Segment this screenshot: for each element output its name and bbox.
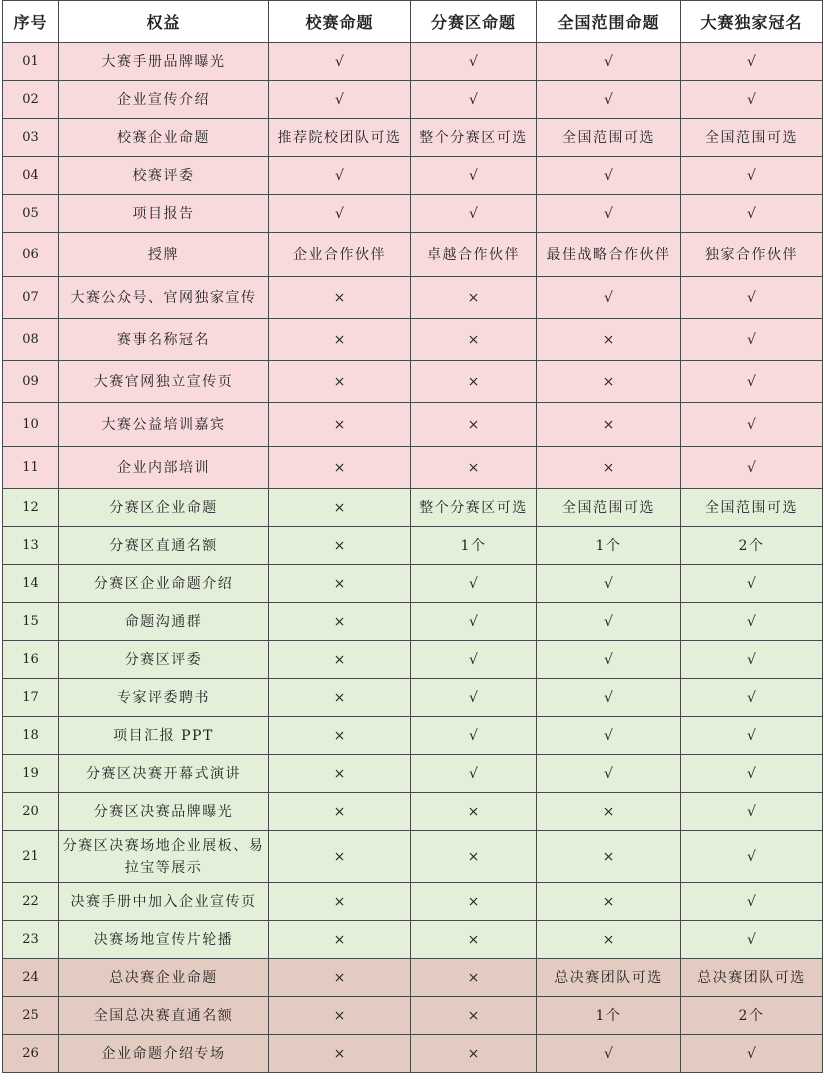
school-value: ×	[269, 959, 411, 997]
school-value: ×	[269, 319, 411, 361]
region-value: ×	[411, 361, 537, 403]
national-value: 全国范围可选	[537, 119, 681, 157]
benefit-name: 大赛公众号、官网独家宣传	[59, 277, 269, 319]
school-value: ×	[269, 527, 411, 565]
region-value: ×	[411, 959, 537, 997]
benefit-name: 决赛场地宣传片轮播	[59, 921, 269, 959]
benefit-name: 校赛企业命题	[59, 119, 269, 157]
benefit-name: 分赛区评委	[59, 641, 269, 679]
table-row	[3, 831, 823, 883]
region-value: √	[411, 81, 537, 119]
row-number: 17	[3, 679, 59, 717]
exclusive-value: √	[681, 717, 823, 755]
school-value: ×	[269, 883, 411, 921]
region-value: 卓越合作伙伴	[411, 233, 537, 277]
national-value: ×	[537, 319, 681, 361]
table-row	[3, 403, 823, 447]
row-number: 06	[3, 233, 59, 277]
table-row	[3, 565, 823, 603]
national-value: √	[537, 277, 681, 319]
national-value: ×	[537, 921, 681, 959]
benefit-name: 决赛手册中加入企业宣传页	[59, 883, 269, 921]
exclusive-value: 全国范围可选	[681, 119, 823, 157]
benefit-name: 校赛评委	[59, 157, 269, 195]
school-value: ×	[269, 565, 411, 603]
row-number: 02	[3, 81, 59, 119]
table-row	[3, 233, 823, 277]
row-number: 12	[3, 489, 59, 527]
school-value: ×	[269, 755, 411, 793]
table-body	[3, 43, 823, 1073]
benefit-name: 分赛区企业命题	[59, 489, 269, 527]
row-number: 05	[3, 195, 59, 233]
school-value: ×	[269, 277, 411, 319]
row-number: 22	[3, 883, 59, 921]
region-value: √	[411, 679, 537, 717]
school-value: ×	[269, 793, 411, 831]
table-row	[3, 959, 823, 997]
national-value: √	[537, 43, 681, 81]
benefit-name: 大赛官网独立宣传页	[59, 361, 269, 403]
national-value: ×	[537, 793, 681, 831]
exclusive-value: √	[681, 277, 823, 319]
national-value: √	[537, 195, 681, 233]
table-row	[3, 883, 823, 921]
national-value: ×	[537, 447, 681, 489]
row-number: 09	[3, 361, 59, 403]
national-value: 1个	[537, 997, 681, 1035]
region-value: ×	[411, 831, 537, 883]
table-row	[3, 447, 823, 489]
national-value: √	[537, 157, 681, 195]
benefit-name: 大赛手册品牌曝光	[59, 43, 269, 81]
national-value: 全国范围可选	[537, 489, 681, 527]
exclusive-value: √	[681, 565, 823, 603]
national-value: √	[537, 565, 681, 603]
row-number: 23	[3, 921, 59, 959]
row-number: 15	[3, 603, 59, 641]
national-value: ×	[537, 403, 681, 447]
school-value: ×	[269, 641, 411, 679]
table-row	[3, 997, 823, 1035]
region-value: ×	[411, 277, 537, 319]
region-value: √	[411, 43, 537, 81]
row-number: 07	[3, 277, 59, 319]
table-row	[3, 157, 823, 195]
region-value: 1个	[411, 527, 537, 565]
region-value: ×	[411, 1035, 537, 1073]
region-value: ×	[411, 319, 537, 361]
row-number: 14	[3, 565, 59, 603]
table-row	[3, 277, 823, 319]
benefit-name: 企业宣传介绍	[59, 81, 269, 119]
table-row	[3, 717, 823, 755]
benefit-name: 项目汇报 PPT	[59, 717, 269, 755]
benefit-name: 项目报告	[59, 195, 269, 233]
row-number: 04	[3, 157, 59, 195]
region-value: √	[411, 755, 537, 793]
region-value: 整个分赛区可选	[411, 489, 537, 527]
row-number: 13	[3, 527, 59, 565]
exclusive-value: √	[681, 603, 823, 641]
exclusive-value: 全国范围可选	[681, 489, 823, 527]
table-row	[3, 361, 823, 403]
benefit-name: 全国总决赛直通名额	[59, 997, 269, 1035]
region-value: √	[411, 195, 537, 233]
region-value: ×	[411, 883, 537, 921]
header-benefit: 权益	[59, 1, 269, 43]
row-number: 16	[3, 641, 59, 679]
exclusive-value: √	[681, 403, 823, 447]
exclusive-value: √	[681, 1035, 823, 1073]
benefit-name: 大赛公益培训嘉宾	[59, 403, 269, 447]
table-row	[3, 641, 823, 679]
table-row	[3, 603, 823, 641]
table-row	[3, 679, 823, 717]
row-number: 21	[3, 831, 59, 883]
region-value: ×	[411, 793, 537, 831]
table-row	[3, 921, 823, 959]
benefit-name: 授牌	[59, 233, 269, 277]
row-number: 25	[3, 997, 59, 1035]
header-exclusive: 大赛独家冠名	[681, 1, 823, 43]
header-region: 分赛区命题	[411, 1, 537, 43]
school-value: √	[269, 195, 411, 233]
national-value: ×	[537, 831, 681, 883]
table-row	[3, 1035, 823, 1073]
national-value: √	[537, 81, 681, 119]
exclusive-value: √	[681, 755, 823, 793]
exclusive-value: √	[681, 447, 823, 489]
benefit-name: 企业内部培训	[59, 447, 269, 489]
national-value: √	[537, 603, 681, 641]
school-value: ×	[269, 603, 411, 641]
benefit-name: 分赛区决赛品牌曝光	[59, 793, 269, 831]
benefit-name: 赛事名称冠名	[59, 319, 269, 361]
benefit-name: 企业命题介绍专场	[59, 1035, 269, 1073]
benefit-name: 分赛区决赛场地企业展板、易拉宝等展示	[59, 831, 269, 883]
school-value: 企业合作伙伴	[269, 233, 411, 277]
table-row	[3, 319, 823, 361]
school-value: √	[269, 43, 411, 81]
row-number: 11	[3, 447, 59, 489]
national-value: 总决赛团队可选	[537, 959, 681, 997]
exclusive-value: 2个	[681, 527, 823, 565]
benefits-table	[2, 0, 823, 1073]
row-number: 20	[3, 793, 59, 831]
school-value: 推荐院校团队可选	[269, 119, 411, 157]
region-value: √	[411, 565, 537, 603]
exclusive-value: √	[681, 81, 823, 119]
exclusive-value: √	[681, 43, 823, 81]
exclusive-value: √	[681, 921, 823, 959]
national-value: √	[537, 1035, 681, 1073]
national-value: 最佳战略合作伙伴	[537, 233, 681, 277]
exclusive-value: √	[681, 361, 823, 403]
benefit-name: 分赛区直通名额	[59, 527, 269, 565]
table-row	[3, 793, 823, 831]
row-number: 19	[3, 755, 59, 793]
exclusive-value: √	[681, 641, 823, 679]
school-value: √	[269, 81, 411, 119]
national-value: √	[537, 755, 681, 793]
exclusive-value: √	[681, 157, 823, 195]
header-national: 全国范围命题	[537, 1, 681, 43]
exclusive-value: 独家合作伙伴	[681, 233, 823, 277]
header-no: 序号	[3, 1, 59, 43]
row-number: 08	[3, 319, 59, 361]
table-row	[3, 489, 823, 527]
table-row	[3, 119, 823, 157]
school-value: ×	[269, 403, 411, 447]
national-value: √	[537, 641, 681, 679]
exclusive-value: √	[681, 319, 823, 361]
benefit-name: 分赛区决赛开幕式演讲	[59, 755, 269, 793]
region-value: ×	[411, 921, 537, 959]
school-value: ×	[269, 489, 411, 527]
school-value: ×	[269, 447, 411, 489]
region-value: √	[411, 157, 537, 195]
benefit-name: 分赛区企业命题介绍	[59, 565, 269, 603]
school-value: ×	[269, 831, 411, 883]
benefit-name: 总决赛企业命题	[59, 959, 269, 997]
row-number: 10	[3, 403, 59, 447]
table-row	[3, 195, 823, 233]
row-number: 24	[3, 959, 59, 997]
header-school: 校赛命题	[269, 1, 411, 43]
national-value: √	[537, 717, 681, 755]
row-number: 01	[3, 43, 59, 81]
school-value: ×	[269, 361, 411, 403]
region-value: ×	[411, 447, 537, 489]
table-row	[3, 527, 823, 565]
region-value: √	[411, 603, 537, 641]
benefit-name: 专家评委聘书	[59, 679, 269, 717]
exclusive-value: √	[681, 831, 823, 883]
region-value: ×	[411, 403, 537, 447]
national-value: 1个	[537, 527, 681, 565]
school-value: ×	[269, 921, 411, 959]
school-value: ×	[269, 679, 411, 717]
exclusive-value: 2个	[681, 997, 823, 1035]
row-number: 18	[3, 717, 59, 755]
exclusive-value: √	[681, 679, 823, 717]
region-value: √	[411, 717, 537, 755]
region-value: ×	[411, 997, 537, 1035]
exclusive-value: √	[681, 883, 823, 921]
national-value: ×	[537, 883, 681, 921]
school-value: ×	[269, 717, 411, 755]
table-row	[3, 755, 823, 793]
region-value: 整个分赛区可选	[411, 119, 537, 157]
region-value: √	[411, 641, 537, 679]
national-value: √	[537, 679, 681, 717]
header-row	[3, 1, 823, 43]
exclusive-value: √	[681, 793, 823, 831]
school-value: ×	[269, 1035, 411, 1073]
table-row	[3, 43, 823, 81]
national-value: ×	[537, 361, 681, 403]
benefit-name: 命题沟通群	[59, 603, 269, 641]
row-number: 26	[3, 1035, 59, 1073]
school-value: √	[269, 157, 411, 195]
table-row	[3, 81, 823, 119]
school-value: ×	[269, 997, 411, 1035]
exclusive-value: √	[681, 195, 823, 233]
row-number: 03	[3, 119, 59, 157]
exclusive-value: 总决赛团队可选	[681, 959, 823, 997]
